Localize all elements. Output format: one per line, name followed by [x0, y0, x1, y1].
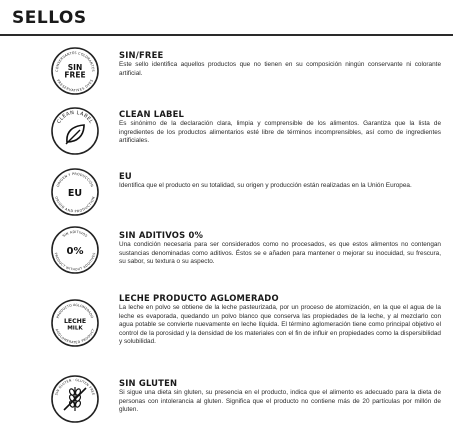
- badge-arc-top-text: CLEAN LABEL: [56, 109, 94, 125]
- seal-description: Identifica que el producto en su totalidad, su origen y producción están realizadas en la Unión Europea.: [119, 182, 412, 189]
- seal-description: Este sello identifica aquellos productos que no tienen en su composición ningún conservante ni colorante artificial.: [119, 61, 441, 77]
- clean-label-leaf-icon: [50, 106, 100, 156]
- badge-arc-top-text: CONSERVANTES COLORANTES: [54, 50, 96, 72]
- svg-text:SIN ADITIVOS: [62, 230, 88, 238]
- seal-heading: EU: [119, 171, 132, 181]
- badge-main-text-1: 0%: [66, 246, 84, 257]
- badge-arc-bottom-text: ORIGIN AND PRODUCTION: [54, 195, 96, 214]
- seal-description: Si sigue una dieta sin gluten, su presencia en el producto, indica que el alimento es adecuado para la dieta de personas con intolerancia al gluten. Significa que el producto no contiene más de 20 partículas por millón de gluten.: [119, 389, 441, 414]
- badge-arc-bottom-text: PRESERVATIVES DYES: [55, 78, 95, 93]
- milk-agglomerated-badge-icon: [50, 298, 100, 348]
- badge-arc-bottom-text: AGGLOMERATED PRODUCT: [54, 328, 96, 345]
- badge-main-text-1: LECHE: [63, 318, 87, 325]
- badge-main-text-1: EU: [67, 188, 83, 199]
- badge-main-text-2: FREE: [64, 70, 86, 80]
- page-title: SELLOS: [12, 8, 87, 28]
- badge-arc-top-text: SIN ADITIVOS: [61, 229, 89, 239]
- zero-additives-badge-icon: [50, 225, 100, 275]
- sin-free-badge-icon: [50, 46, 100, 96]
- badge-arc-top-text: SIN GLUTEN · GLUTEN FREE: [54, 377, 96, 396]
- seal-heading: SIN/FREE: [119, 50, 164, 60]
- seal-heading: LECHE PRODUCTO AGLOMERADO: [119, 293, 279, 303]
- seal-heading: SIN ADITIVOS 0%: [119, 230, 204, 240]
- badge-main-text-2: MILK: [67, 325, 83, 332]
- seal-description: Una condición necesaria para ser considerados como no procesados, es que estos alimentos no contengan sustancias denominadas como aditivos. Éstos se e añaden para mantener o mejorar su inocuidad, su frescura, su sabor, su textura o su aspecto.: [119, 241, 441, 266]
- seal-heading: SIN GLUTEN: [119, 378, 178, 388]
- badge-arc-top-text: ORIGEN Y PRODUCCIÓN: [55, 171, 95, 188]
- gluten-free-wheat-icon: [50, 374, 100, 424]
- seal-heading: CLEAN LABEL: [119, 109, 185, 119]
- badge-arc-top-text: PRODUCTO AGLOMERADO: [55, 302, 95, 319]
- badge-arc-bottom-text: PRODUCT WITHOUT ADDITIVES: [53, 252, 97, 272]
- badge-main-text-1: SIN: [67, 63, 83, 72]
- title-divider: [0, 34, 453, 36]
- seal-description: Es sinónimo de la declaración clara, limpia y comprensible de los alimentos. Garantiza que la lista de ingredientes de los productos alimentarios esté libre de términos incomprensibles, así como de ingredientes artificiales.: [119, 120, 441, 145]
- eu-origin-badge-icon: [50, 167, 100, 217]
- seal-description: La leche en polvo se obtiene de la leche pasteurizada, por un proceso de atomización, en la que el agua de la leche es evaporada, quedando un polvo blanco que conserva las propiedades de la leche, y al mezclarlo con agua potable se convierte nuevamente en leche líquida. El término aglomeración tiene como principal objetivo el control de la porosidad y la densidad de los materiales con el fin de influir en propiedades como la dispersibilidad y solubilidad.: [119, 304, 441, 346]
